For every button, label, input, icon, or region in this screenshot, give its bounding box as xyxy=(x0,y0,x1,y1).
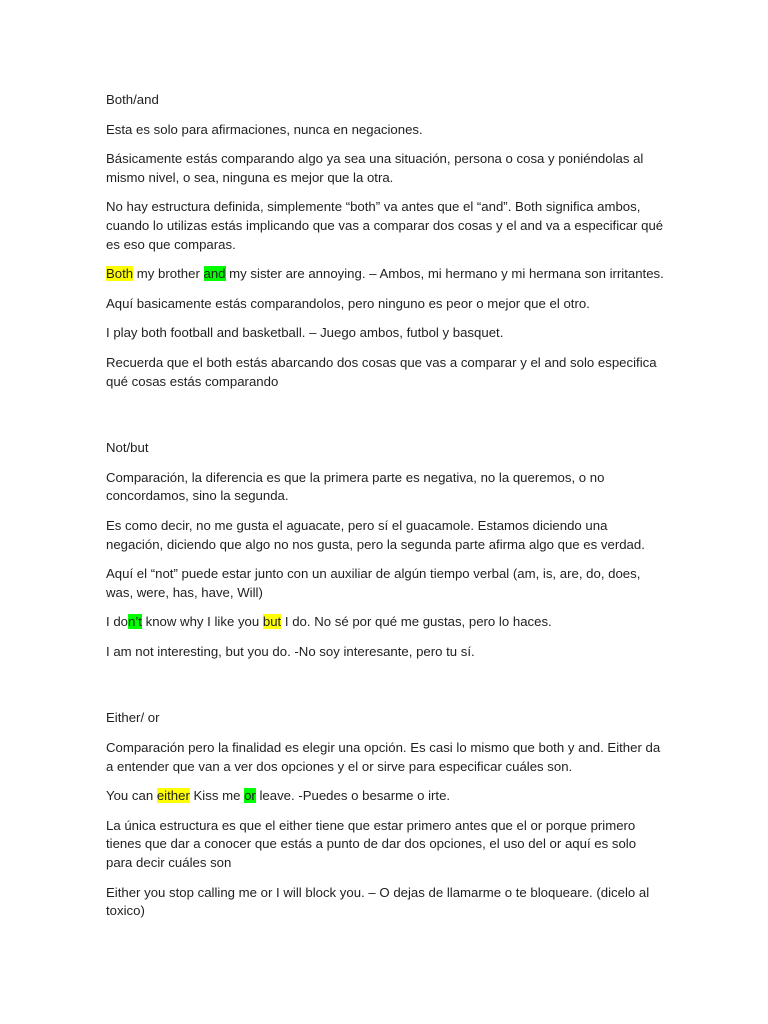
highlighted-word: Both xyxy=(106,266,134,282)
paragraph: Esta es solo para afirmaciones, nunca en negaciones. xyxy=(106,121,423,137)
highlighted-word: or xyxy=(244,788,256,804)
example-text: know why I like you xyxy=(141,614,263,630)
paragraph: No hay estructura definida, simplemente “both” va antes que el “and”. Both significa ambos, cuando lo utilizas estás implicando que vas a comparar dos cosas y el and va a especificar qué es eso que comparas. xyxy=(106,199,664,252)
paragraph: Aquí basicamente estás comparandolos, pero ninguno es peor o mejor que el otro. xyxy=(106,295,590,311)
example-sentence xyxy=(106,613,666,632)
section-spacer xyxy=(106,402,666,439)
paragraph: Comparación pero la finalidad es elegir una opción. Es casi lo mismo que both y and. Either da a entender que van a ver dos opciones y el or sirve para especificar cuáles son. xyxy=(106,740,661,774)
example-text: my brother xyxy=(133,266,204,282)
example-text: my sister are annoying. – Ambos, mi hermano y mi hermana son irritantes. xyxy=(225,266,664,282)
section-heading-not-but: Not/but xyxy=(106,440,149,456)
highlighted-word: either xyxy=(156,788,190,804)
highlighted-word: but xyxy=(262,614,282,630)
section-heading-either-or: Either/ or xyxy=(106,710,160,726)
example-sentence xyxy=(106,265,666,284)
example-text: I do. No sé por qué me gustas, pero lo haces. xyxy=(281,614,552,630)
paragraph: I play both football and basketball. – Juego ambos, futbol y basquet. xyxy=(106,325,504,341)
paragraph: Es como decir, no me gusta el aguacate, pero sí el guacamole. Estamos diciendo una negación, diciendo que algo no nos gusta, pero la segunda parte afirma algo que es verdad. xyxy=(106,517,645,552)
example-text: I do xyxy=(106,614,128,630)
document-body xyxy=(106,91,666,932)
example-text: Kiss me xyxy=(189,788,245,804)
paragraph: Aquí el “not” puede estar junto con un auxiliar de algún tiempo verbal (am, is, are, do, does, was, were, has, have, Will) xyxy=(106,566,641,600)
example-text: You can xyxy=(106,788,157,804)
highlighted-word: and xyxy=(203,266,226,282)
highlighted-word: n’t xyxy=(128,614,142,630)
example-text: leave. -Puedes o besarme o irte. xyxy=(255,788,451,804)
paragraph: Recuerda que el both estás abarcando dos cosas que vas a comparar y el and solo especifica qué cosas estás comparando xyxy=(106,354,657,389)
paragraph: Básicamente estás comparando algo ya sea una situación, persona o cosa y poniéndolas al mismo nivel, o sea, ninguna es mejor que la otra. xyxy=(106,151,644,185)
paragraph: I am not interesting, but you do. -No soy interesante, pero tu sí. xyxy=(106,643,475,659)
section-heading-both-and: Both/and xyxy=(106,92,159,107)
section-spacer xyxy=(106,672,666,709)
example-sentence xyxy=(106,787,666,806)
paragraph: Either you stop calling me or I will block you. – O dejas de llamarme o te bloqueare. (dicelo al toxico) xyxy=(106,884,650,919)
paragraph: Comparación, la diferencia es que la primera parte es negativa, no la queremos, o no concordamos, sino la segunda. xyxy=(106,469,605,504)
paragraph: La única estructura es que el either tiene que estar primero antes que el or porque primero tienes que dar a conocer que estás a punto de dar dos opciones, el uso del or aquí es solo para decir cuáles son xyxy=(106,817,637,871)
